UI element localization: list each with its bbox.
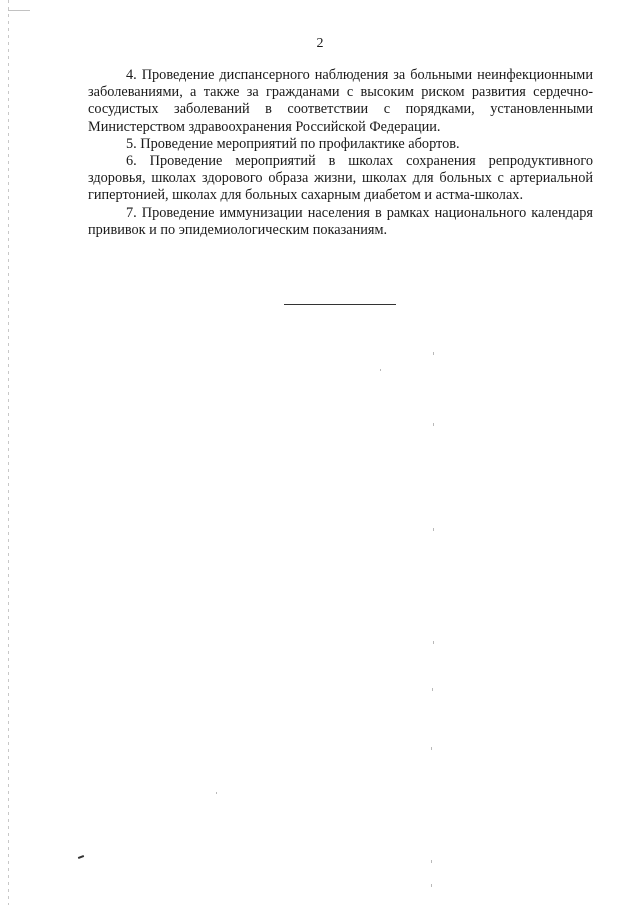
scan-speck (433, 423, 434, 426)
scan-edge-artifact (8, 0, 9, 905)
scan-speck (433, 352, 434, 355)
paragraph-item-7: 7. Проведение иммунизации населения в рамках национального календаря прививок и по эпидемиологическим показаниям. (88, 204, 593, 238)
paragraph-item-4: 4. Проведение диспансерного наблюдения за больными неинфекционными заболеваниями, а также за гражданами с высоким риском развития сердечно-сосудистых заболеваний в соответствии с порядками, установленными Министерством здравоохранения Российской Федерации. (88, 67, 593, 135)
scan-speck (433, 641, 434, 644)
scan-mark (78, 855, 84, 859)
page-number: 2 (316, 36, 324, 51)
scan-speck (431, 884, 432, 887)
scan-speck (216, 792, 217, 794)
end-of-text-rule (284, 304, 396, 305)
scan-speck (433, 528, 434, 531)
scan-speck (380, 369, 381, 371)
scan-corner-artifact (8, 10, 30, 11)
paragraph-item-5: 5. Проведение мероприятий по профилактике абортов. (126, 135, 460, 152)
scan-speck (432, 688, 433, 691)
scan-speck (431, 860, 432, 863)
document-body (88, 67, 593, 239)
scan-speck (431, 747, 432, 750)
paragraph-item-6: 6. Проведение мероприятий в школах сохранения репродуктивного здоровья, школах здорового образа жизни, школах для больных с артериальной гипертонией, школах для больных сахарным диабетом и астма-школах. (88, 153, 593, 204)
